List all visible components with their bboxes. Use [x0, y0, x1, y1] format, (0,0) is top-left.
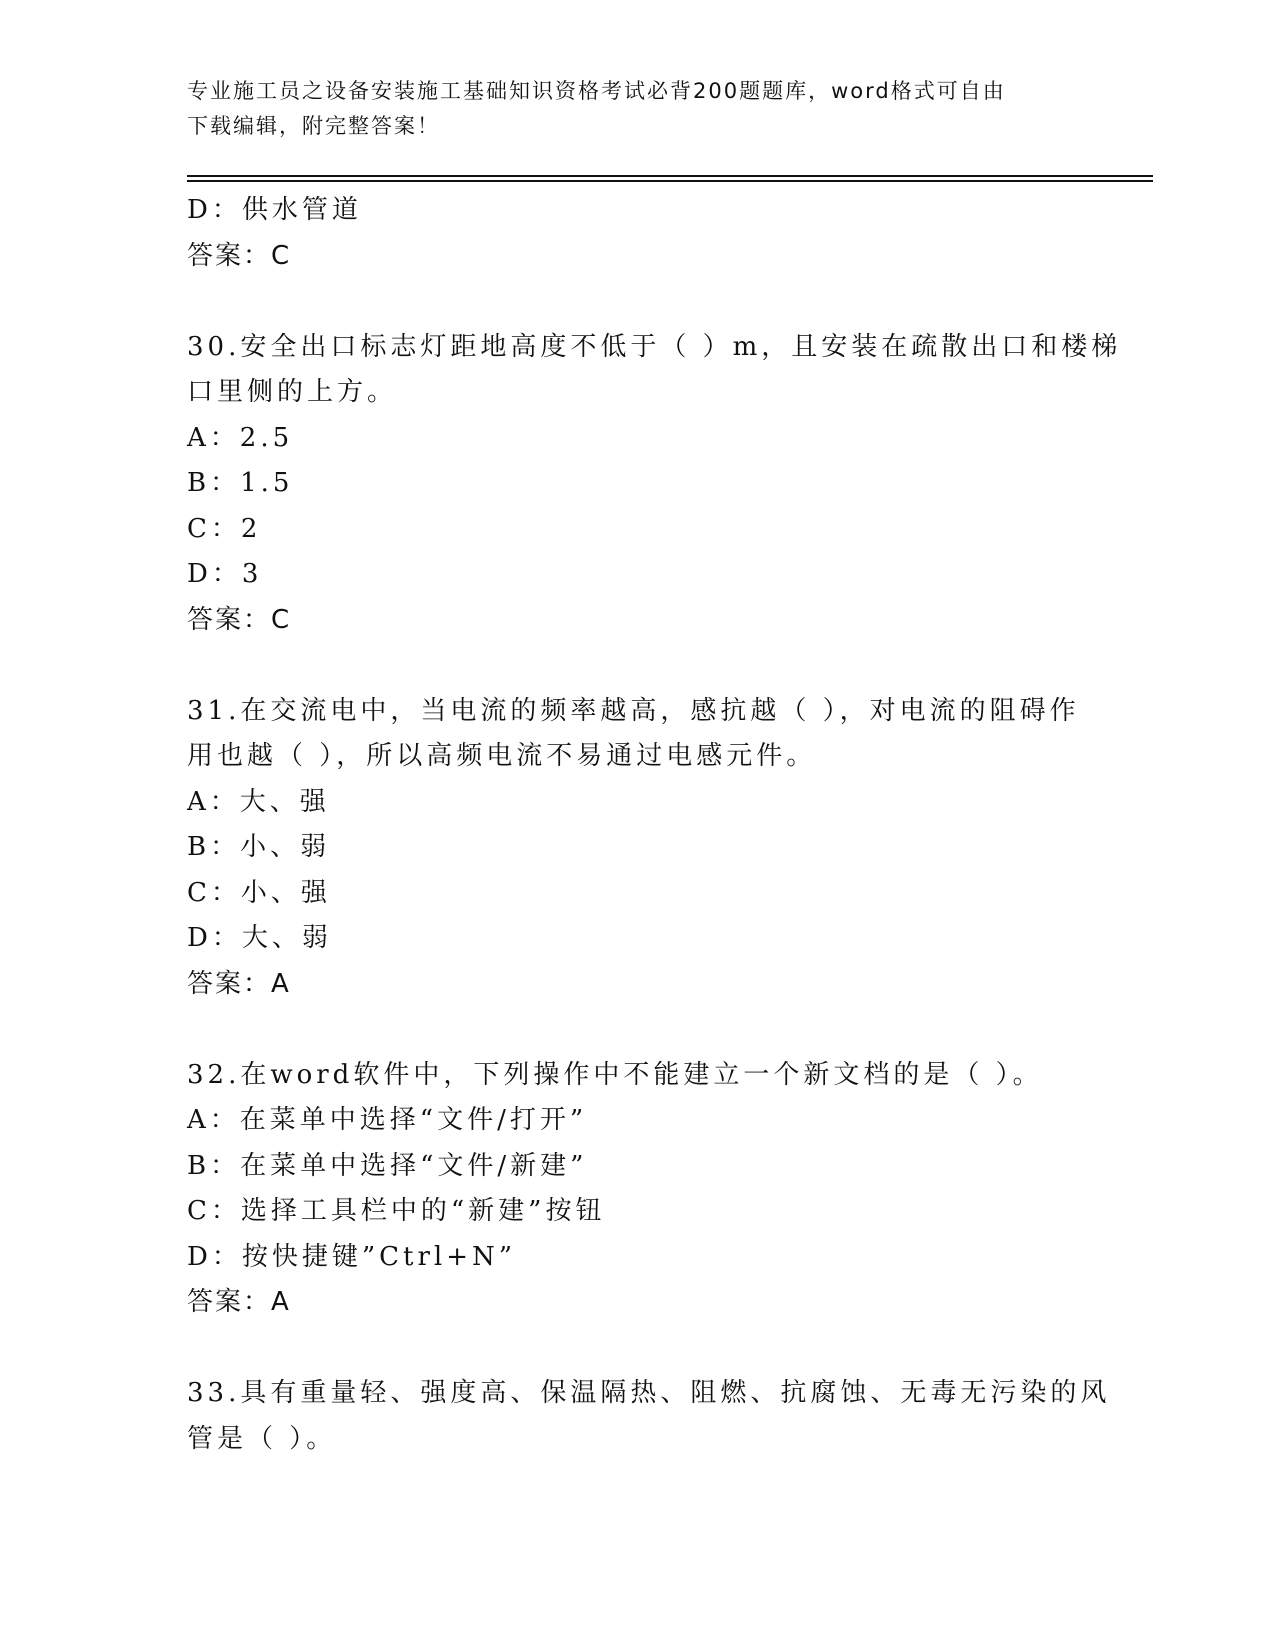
- question-block-29: [187, 188, 1087, 279]
- question-text-line-1: 33.具有重量轻、强度高、保温隔热、阻燃、抗腐蚀、无毒无污染的风: [187, 1378, 1111, 1408]
- option-a: A：大、强: [187, 786, 330, 817]
- question-block-33: [187, 1371, 1111, 1462]
- spacer: [187, 279, 1087, 325]
- option-c: C：2: [187, 513, 262, 544]
- spacer: [187, 1007, 1087, 1053]
- question-text-line-2: 管是（ ）。: [187, 1423, 337, 1454]
- question-block-31: [187, 689, 1087, 1008]
- header-line-2: 下载编辑，附完整答案！: [187, 114, 440, 138]
- option-c: C：小、强: [187, 877, 331, 908]
- question-text-line-2: 用也越（ ），所以高频电流不易通过电感元件。: [187, 741, 817, 771]
- question-text-line-1: 32.在word软件中，下列操作中不能建立一个新文档的是（ ）。: [187, 1059, 1043, 1090]
- question-text-line-1: 30.安全出口标志灯距地高度不低于（ ）m，且安装在疏散出口和楼梯: [187, 331, 1122, 362]
- header-divider-top: [187, 175, 1153, 177]
- question-block-32: [187, 1053, 1087, 1326]
- option-d: D：供水管道: [187, 195, 362, 225]
- answer-line: 答案：C: [187, 604, 292, 635]
- question-block-30: [187, 325, 1122, 644]
- option-a: A：2.5: [187, 422, 294, 453]
- answer-line: 答案：A: [187, 968, 291, 999]
- page-header: [187, 74, 1067, 144]
- option-b: B：在菜单中选择“文件/新建”: [187, 1150, 588, 1181]
- header-divider-bottom: [187, 180, 1153, 182]
- option-c: C：选择工具栏中的“新建”按钮: [187, 1196, 606, 1226]
- option-d: D：按快捷键”Ctrl+N”: [187, 1241, 517, 1272]
- option-d: D：大、弱: [187, 923, 332, 953]
- spacer: [187, 1326, 1087, 1372]
- option-b: B：小、弱: [187, 832, 331, 862]
- option-d: D：3: [187, 559, 263, 589]
- question-list: [187, 188, 1122, 1462]
- question-text-line-1: 31.在交流电中，当电流的频率越高，感抗越（ ），对电流的阻碍作: [187, 695, 1080, 726]
- option-b: B：1.5: [187, 468, 294, 498]
- option-a: A：在菜单中选择“文件/打开”: [187, 1105, 588, 1135]
- answer-line: 答案：A: [187, 1287, 291, 1317]
- answer-line: 答案：C: [187, 240, 292, 271]
- header-line-1: 专业施工员之设备安装施工基础知识资格考试必背200题题库，word格式可自由: [187, 79, 1006, 103]
- spacer: [187, 643, 1087, 689]
- question-text-line-2: 口里侧的上方。: [187, 377, 398, 407]
